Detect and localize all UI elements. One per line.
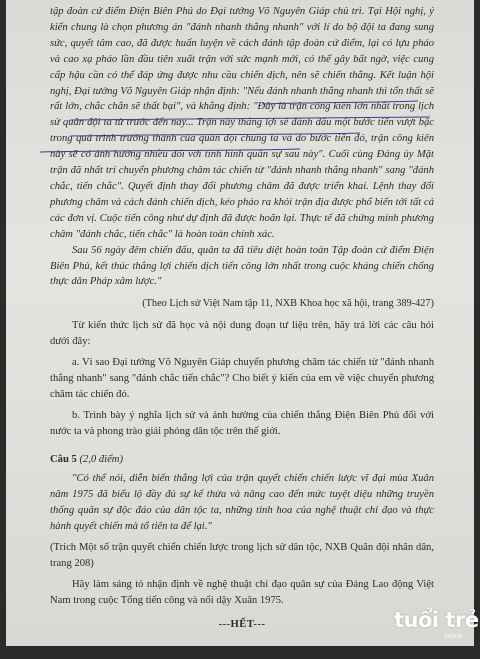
tuoitre-logo: tuổi trẻ (394, 608, 479, 632)
pen-underline-2 (70, 117, 430, 120)
question-4b: b. Trình bày ý nghĩa lịch sử và ảnh hưởng của chiến thắng Điện Biên Phủ đối với nước ta và phong trào giải phóng dân tộc trên thế giới. (50, 409, 434, 437)
tuoitre-logo-sub: online (444, 633, 463, 640)
source-citation-1: (Theo Lịch sử Việt Nam tập 11, NXB Khoa học xã hội, trang 389-427) (142, 298, 434, 310)
instruction-text: Từ kiến thức lịch sử đã học và nội dung đoạn tư liệu trên, hãy trả lời các câu hỏi dưới đây: (50, 320, 434, 348)
pen-underline-4 (40, 149, 300, 152)
end-marker: ---HẾT--- (218, 618, 266, 630)
source-excerpt-paragraph-2: Sau 56 ngày đêm chiến đấu, quân ta đã tiêu diệt hoàn toàn Tập đoàn cứ điểm Điện Biên Phủ, kết thúc thắng lợi chiến dịch tiến công lớn nhất trong cuộc kháng chiến chống thực dân Pháp xâm lược." (50, 244, 434, 288)
question-5-points: (2,0 điểm) (76, 453, 123, 465)
pen-underline-3 (70, 133, 360, 136)
page-number: 3 (239, 645, 245, 657)
question-5-prompt: Hãy làm sáng tỏ nhận định về nghệ thuật chỉ đạo quân sự của Đảng Lao động Việt Nam trong cuộc Tổng tiến công và nổi dậy Xuân 1975. (50, 578, 434, 606)
pen-underline-1 (262, 101, 418, 104)
question-5-quote: "Có thể nói, diễn biến thắng lợi của trận quyết chiến chiến lược vĩ đại mùa Xuân năm 1975 đã biểu lộ đầy đủ sự kế thừa và nâng cao đến mức tuyệt diệu những truyền thống quân sự độc đáo của dân tộc ta, những tinh hoa của nghệ thuật chỉ đạo và thực hành quyết chiến mà tổ tiên ta để lại." (50, 473, 434, 533)
question-5-label: Câu 5 (50, 453, 77, 465)
question-4a: a. Vì sao Đại tướng Võ Nguyên Giáp chuyển phương châm tác chiến từ "đánh nhanh thắng nhanh" sang "đánh chắc tiến chắc"? Cho biết ý kiến của em về việc chuyển phương châm tác chiến đó. (50, 357, 434, 400)
source-citation-2: (Trích Một số trận quyết chiến chiến lược trong lịch sử dân tộc, NXB Quân đội nhân dân, trang 208) (50, 542, 434, 569)
source-excerpt-paragraph-1: tập đoàn cứ điểm Điện Biên Phủ do Đại tướng Võ Nguyên Giáp chủ trì. Tại Hội nghị, ý kiến chung là chọn phương án "đánh nhanh thắng nhanh" với lí do bộ đội ta đang sung sức, quyết tâm cao, đã được huấn luyện về cách đánh tập đoàn cứ điểm, lại có lựu pháo và cao xạ pháo lần đầu tiên xuất trận với sức mạnh mới, có thể gây bất ngờ, việc cung cấp hậu cần có thể đáp ứng được nhu cầu chiến dịch, nên sẽ chiến thắng. Kết luận hội nghị, Đại tướng Võ Nguyên Giáp nhận định: "Nếu đánh nhanh thắng nhanh thì tổn thất sẽ rất lớn, chắc chắn sẽ thất bại", và khẳng định: "Đây là trận công kiên lớn nhất trong lịch sử quân đội ta từ trước đến nay... Trận này thắng lợi sẽ đánh dấu một bước tiến vượt bậc trong quá trình trưởng thành của quân đội chúng ta và do bước tiến đó, trận công kiên này sẽ có ảnh hưởng nhiều đối với tình hình quân sự sau này". Cuối cùng Đảng ủy Mặt trận đã nhất trí chuyển phương châm tác chiến từ "đánh nhanh thắng nhanh" sang "đánh chắc, tiến chắc". Quyết định thay đổi phương châm đã được triển khai. Lệnh thay đổi phương châm và cách đánh chiến dịch, kéo pháo ra khỏi trận địa được phổ biến tới tất cả các đơn vị. Cuộc tiến công như dự định đã được hoãn lại. Thực tế đã chứng minh phương châm "đánh chắc, tiến chắc" là hoàn toàn chính xác. (50, 6, 434, 240)
